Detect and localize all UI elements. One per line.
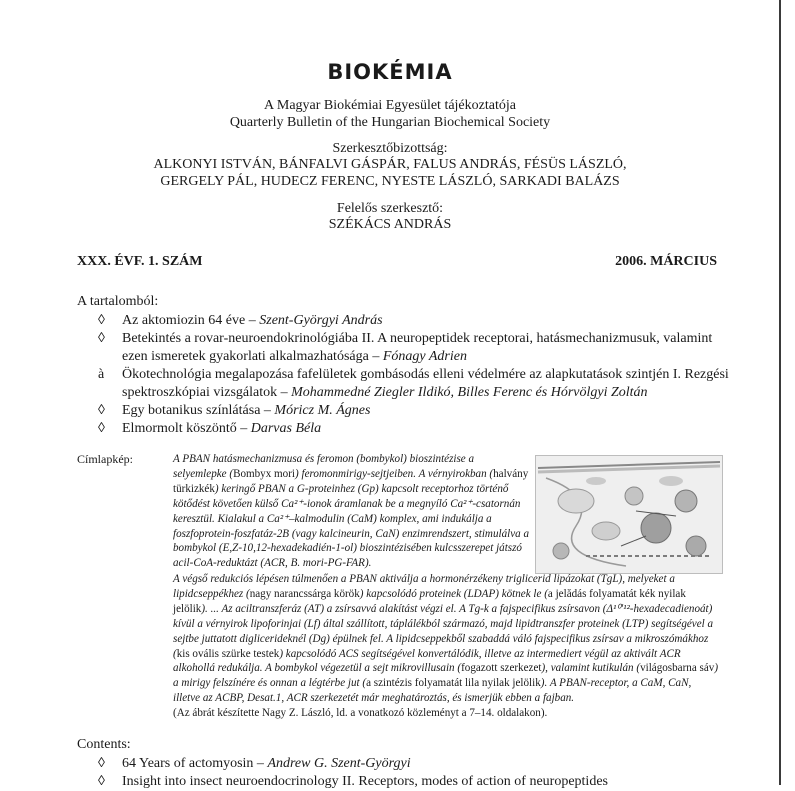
issue-volume: XXX. ÉVF. 1. SZÁM: [77, 254, 203, 269]
caption-text: ) feromonmirigy-sejtjeiben. A vérnyirokban (: [295, 467, 494, 480]
contents-list: [98, 755, 738, 791]
contents-item-author: Andrew G. Szent-Györgyi: [267, 756, 411, 771]
board-line-1: ALKONYI ISTVÁN, BÁNFALVI GÁSPÁR, FALUS ANDRÁS, FÉSÜS LÁSZLÓ,: [153, 157, 627, 172]
editor-label: Felelős szerkesztő:: [336, 201, 444, 216]
toc-item-author: Móricz M. Ágnes: [274, 403, 371, 418]
caption-text: A végső redukciós lépésen túlmenően a PBAN aktiválja a hormonérzékeny triglicerid lipázokat (TgL), melyeket a lipidcseppékhez (: [173, 573, 675, 600]
subtitle-english: Quarterly Bulletin of the Hungarian Biochemical Society: [229, 115, 551, 130]
caption-text: ). A PBAN-receptor, a CaM, CaN, illetve az ACBP, Desat.1, ACR szerkezetét már meghatároztás, és ismerjük ebben a fajban.: [173, 677, 692, 705]
toc-item: [98, 312, 738, 330]
caption-text: ) keringő PBAN a G-proteinhez (Gp) kapcsolt receptorhoz történő kötődést követően külső Ca²⁺-ionok áramlanak be a megnyíló Ca²⁺-csatornán keresztül. Kialakul a Ca²⁺–kalmodulin (CaM) komplex, ami indukálja a foszfoprotein-foszfatáz-2B (vagy kalcineurin, CaN) enzimrendszert, stimulálva a bombykol (E,Z-10,12-hexadekadién-1-ol) bioszintézisében kulcsszerepet játszó acil-CoA-reduktázt (ACR, B. mori-PG-FAR).: [173, 482, 529, 570]
caption-text: ) a mirigy felszínére és onnan a légtérbe jut (: [173, 662, 719, 690]
caption-text: ), valamint kutikulán (: [541, 662, 641, 675]
caption-text: nagy narancssárga körök: [249, 587, 360, 600]
figure-credit: (Az ábrát készítette Nagy Z. László, ld. a vonatkozó közleményt a 7–14. oldalakon).: [173, 707, 548, 720]
caption-text: kis ovális szürke testek: [176, 647, 280, 660]
toc-list: [98, 312, 738, 438]
cover-figure: [535, 455, 723, 574]
cell-diagram-figure: [536, 456, 722, 573]
toc-item-title: Egy botanikus színlátása –: [122, 403, 275, 418]
caption-text: ) kapcsolódó ACS segítségével konvertálódik, illetve az intermediert végül az aktivált ACR alkohollá redukálja. A bombykol végezetül a sejt mikrovillusain (: [173, 647, 681, 675]
toc-item-title: Betekintés a rovar-neuroendokrinológiába II. A neuropeptidek receptorai, hatásmechanizmusuk, valamint ezen ismeretek gyakorlati alkalmazhatósága –: [122, 331, 713, 364]
board-line-2: GERGELY PÁL, HUDECZ FERENC, NYESTE LÁSZLÓ, SARKADI BALÁZS: [160, 174, 620, 189]
contents-item-title: 64 Years of actomyosin –: [122, 756, 268, 771]
cover-caption-part2: [173, 572, 721, 721]
subtitle-hungarian: A Magyar Biokémiai Egyesület tájékoztatója: [264, 98, 516, 113]
diamond-bullet-icon: ◊: [98, 421, 105, 436]
caption-text: Bombyx mori: [233, 467, 296, 480]
issue-date: 2006. MÁRCIUS: [615, 254, 717, 269]
journal-title: BIOKÉMIA: [327, 60, 453, 84]
toc-item: [98, 366, 738, 402]
diamond-bullet-icon: ◊: [98, 403, 105, 418]
journal-subtitles: [0, 97, 780, 131]
contents-item: [98, 755, 738, 773]
toc-item: [98, 330, 738, 366]
toc-heading: A tartalomból:: [77, 294, 159, 309]
toc-item-author: Szent-Györgyi András: [259, 313, 383, 328]
contents-item: [98, 773, 738, 791]
caption-text: A PBAN hatásmechanizmusa és feromon (bombykol) bioszintézise a selyemlepke (: [173, 453, 475, 480]
toc-item-title: Az aktomiozin 64 éve –: [122, 313, 260, 328]
caption-text: fogazott szerkezet: [461, 662, 542, 675]
editorial-board-names: [0, 156, 780, 190]
caption-text: világosbarna sáv: [640, 662, 715, 675]
toc-item: [98, 420, 738, 438]
toc-item-title: Elmormolt köszöntő –: [122, 421, 251, 436]
editorial-board-label: Szerkesztőbizottság:: [332, 141, 448, 156]
diamond-bullet-icon: ◊: [98, 756, 105, 771]
editor-name: SZÉKÁCS ANDRÁS: [328, 217, 452, 232]
toc-item-title: Ökotechnológia megalapozása fafelületek gombásodás elleni védelmére az alapkutatások szintjén I. Rezgési spektroszkópiai vizsgálatok –: [122, 367, 729, 400]
toc-item-author: Fónagy Adrien: [382, 349, 467, 364]
diamond-bullet-icon: ◊: [98, 774, 105, 789]
caption-text: a jelădás folyamatát kék nyilak jelölik: [173, 587, 686, 615]
caption-text: a szintézis folyamatát lila nyilak jelölik: [366, 677, 541, 690]
caption-text: ). ... Az aciltranszferáz (AT) a zsírsavvá alakítást végzi el. A Tg-k a fajspecifikus zsírsavon (Δ¹⁰ʹ¹²-hexadecadienoát) kívül a vérnyirok lipoforinjai (Lf) által szállított, táplálékból származó, majd lipidtranszfer proteinek (LTP) segítségével a sejtbe juttatott diglicerideknél (Dg) épülnek fel. A lipidcseppekből szabaddá váló fajspecifikus zsírsav a mikroszómákhoz (: [173, 602, 714, 660]
contents-item-title: Insight into insect neuroendocrinology II. Receptors, modes of action of neuropeptides: [122, 774, 608, 789]
toc-item-author: Darvas Béla: [250, 421, 322, 436]
arrow-bullet-icon: à: [98, 367, 105, 382]
toc-item-author: Mohammedné Ziegler Ildikó, Billes Ferenc és Hórvölgyi Zoltán: [291, 385, 648, 400]
caption-text: ) kapcsolódó proteinek (LDAP) kötnek le (: [359, 587, 548, 600]
diamond-bullet-icon: ◊: [98, 331, 105, 346]
cover-caption-part1: [173, 452, 530, 571]
toc-item: [98, 402, 738, 420]
cover-image-label: Címlapkép:: [77, 452, 133, 466]
diamond-bullet-icon: ◊: [98, 313, 105, 328]
contents-heading: Contents:: [77, 737, 131, 752]
caption-text: halvány türkizkék: [173, 467, 529, 495]
